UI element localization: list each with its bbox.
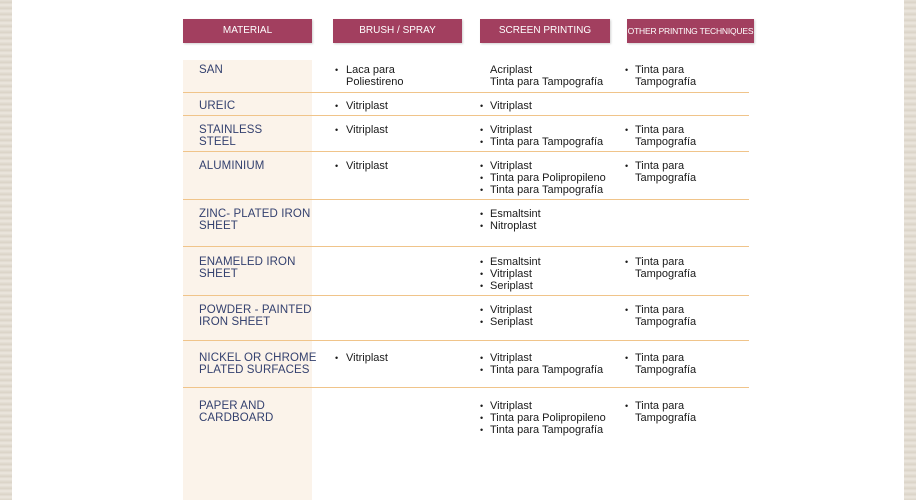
bullet-icon: • [335, 161, 339, 171]
bullet-icon: • [480, 101, 484, 111]
bullet-icon: • [335, 125, 339, 135]
bullet-icon: • [625, 353, 629, 363]
brush-entry: Vitriplast [346, 160, 388, 172]
material-name: ZINC- PLATED IRON [199, 208, 311, 220]
row-divider [183, 295, 749, 296]
header-material: MATERIAL [183, 19, 312, 43]
bullet-icon: • [480, 317, 484, 327]
screen-entry: Seriplast [490, 280, 533, 292]
bullet-icon: • [480, 137, 484, 147]
material-name: ALUMINIUM [199, 160, 265, 172]
bullet-icon: • [480, 125, 484, 135]
bullet-icon: • [335, 65, 339, 75]
brush-entry: Vitriplast [346, 100, 388, 112]
bullet-icon: • [625, 401, 629, 411]
header-other-printing: OTHER PRINTING TECHNIQUES [627, 19, 754, 43]
row-divider [183, 340, 749, 341]
material-name: SHEET [199, 220, 238, 232]
other-entry: Tinta para [635, 304, 685, 316]
row-divider [183, 92, 749, 93]
bullet-icon: • [625, 305, 629, 315]
bullet-icon: • [335, 353, 339, 363]
right-texture-border [904, 0, 916, 500]
screen-entry: Vitriplast [490, 124, 532, 136]
material-name: SHEET [199, 268, 238, 280]
material-name: PAPER AND [199, 400, 265, 412]
screen-entry: Tinta para Polipropileno [490, 412, 606, 424]
material-name: NICKEL OR CHROME [199, 352, 317, 364]
other-entry: Tinta para [635, 160, 685, 172]
other-entry: Tinta para [635, 256, 685, 268]
other-entry: Tinta para [635, 400, 685, 412]
screen-entry: Vitriplast [490, 268, 532, 280]
material-name: ENAMELED IRON [199, 256, 296, 268]
bullet-icon: • [480, 173, 484, 183]
brush-entry: Poliestireno [346, 76, 404, 88]
header-screen-printing: SCREEN PRINTING [480, 19, 610, 43]
bullet-icon: • [480, 425, 484, 435]
screen-entry: Vitriplast [490, 400, 532, 412]
bullet-icon: • [335, 101, 339, 111]
other-entry: Tinta para [635, 124, 685, 136]
screen-entry: Tinta para Polipropileno [490, 172, 606, 184]
bullet-icon: • [480, 305, 484, 315]
row-divider [183, 246, 749, 247]
screen-entry: Tinta para Tampografía [490, 136, 604, 148]
header-brush-spray: BRUSH / SPRAY [333, 19, 462, 43]
screen-entry: Esmaltsint [490, 208, 541, 220]
bullet-icon: • [625, 65, 629, 75]
screen-entry: Esmaltsint [490, 256, 541, 268]
material-name: STAINLESS [199, 124, 263, 136]
material-name: PLATED SURFACES [199, 364, 310, 376]
screen-entry: Vitriplast [490, 100, 532, 112]
brush-entry: Vitriplast [346, 124, 388, 136]
other-entry: Tampografía [635, 316, 697, 328]
bullet-icon: • [480, 353, 484, 363]
bullet-icon: • [480, 161, 484, 171]
left-texture-border [0, 0, 12, 500]
screen-entry: Nitroplast [490, 220, 537, 232]
screen-entry: Vitriplast [490, 160, 532, 172]
bullet-icon: • [480, 269, 484, 279]
other-entry: Tampografía [635, 172, 697, 184]
bullet-icon: • [625, 125, 629, 135]
material-name: SAN [199, 64, 223, 76]
screen-entry: Tinta para Tampografía [490, 424, 604, 436]
bullet-icon: • [480, 209, 484, 219]
page-frame [12, 0, 904, 500]
bullet-icon: • [625, 257, 629, 267]
row-divider [183, 115, 749, 116]
brush-entry: Vitriplast [346, 352, 388, 364]
bullet-icon: • [480, 401, 484, 411]
screen-entry: Tinta para Tampografía [490, 76, 604, 88]
bullet-icon: • [480, 365, 484, 375]
bullet-icon: • [480, 185, 484, 195]
material-name: POWDER - PAINTED [199, 304, 312, 316]
material-name: IRON SHEET [199, 316, 271, 328]
bullet-icon: • [480, 281, 484, 291]
other-entry: Tinta para [635, 64, 685, 76]
other-entry: Tampografía [635, 136, 697, 148]
row-divider [183, 151, 749, 152]
material-name: STEEL [199, 136, 236, 148]
other-entry: Tinta para [635, 352, 685, 364]
material-name: CARDBOARD [199, 412, 274, 424]
screen-entry: Tinta para Tampografía [490, 364, 604, 376]
bullet-icon: • [480, 257, 484, 267]
bullet-icon: • [480, 413, 484, 423]
bullet-icon: • [625, 161, 629, 171]
other-entry: Tampografía [635, 364, 697, 376]
screen-entry: Acriplast [490, 64, 533, 76]
brush-entry: Laca para [346, 64, 395, 76]
row-divider [183, 199, 749, 200]
other-entry: Tampografía [635, 76, 697, 88]
bullet-icon: • [480, 221, 484, 231]
row-divider [183, 387, 749, 388]
screen-entry: Vitriplast [490, 352, 532, 364]
screen-entry: Vitriplast [490, 304, 532, 316]
screen-entry: Seriplast [490, 316, 533, 328]
other-entry: Tampografía [635, 268, 697, 280]
material-name: UREIC [199, 100, 236, 112]
screen-entry: Tinta para Tampografía [490, 184, 604, 196]
other-entry: Tampografía [635, 412, 697, 424]
